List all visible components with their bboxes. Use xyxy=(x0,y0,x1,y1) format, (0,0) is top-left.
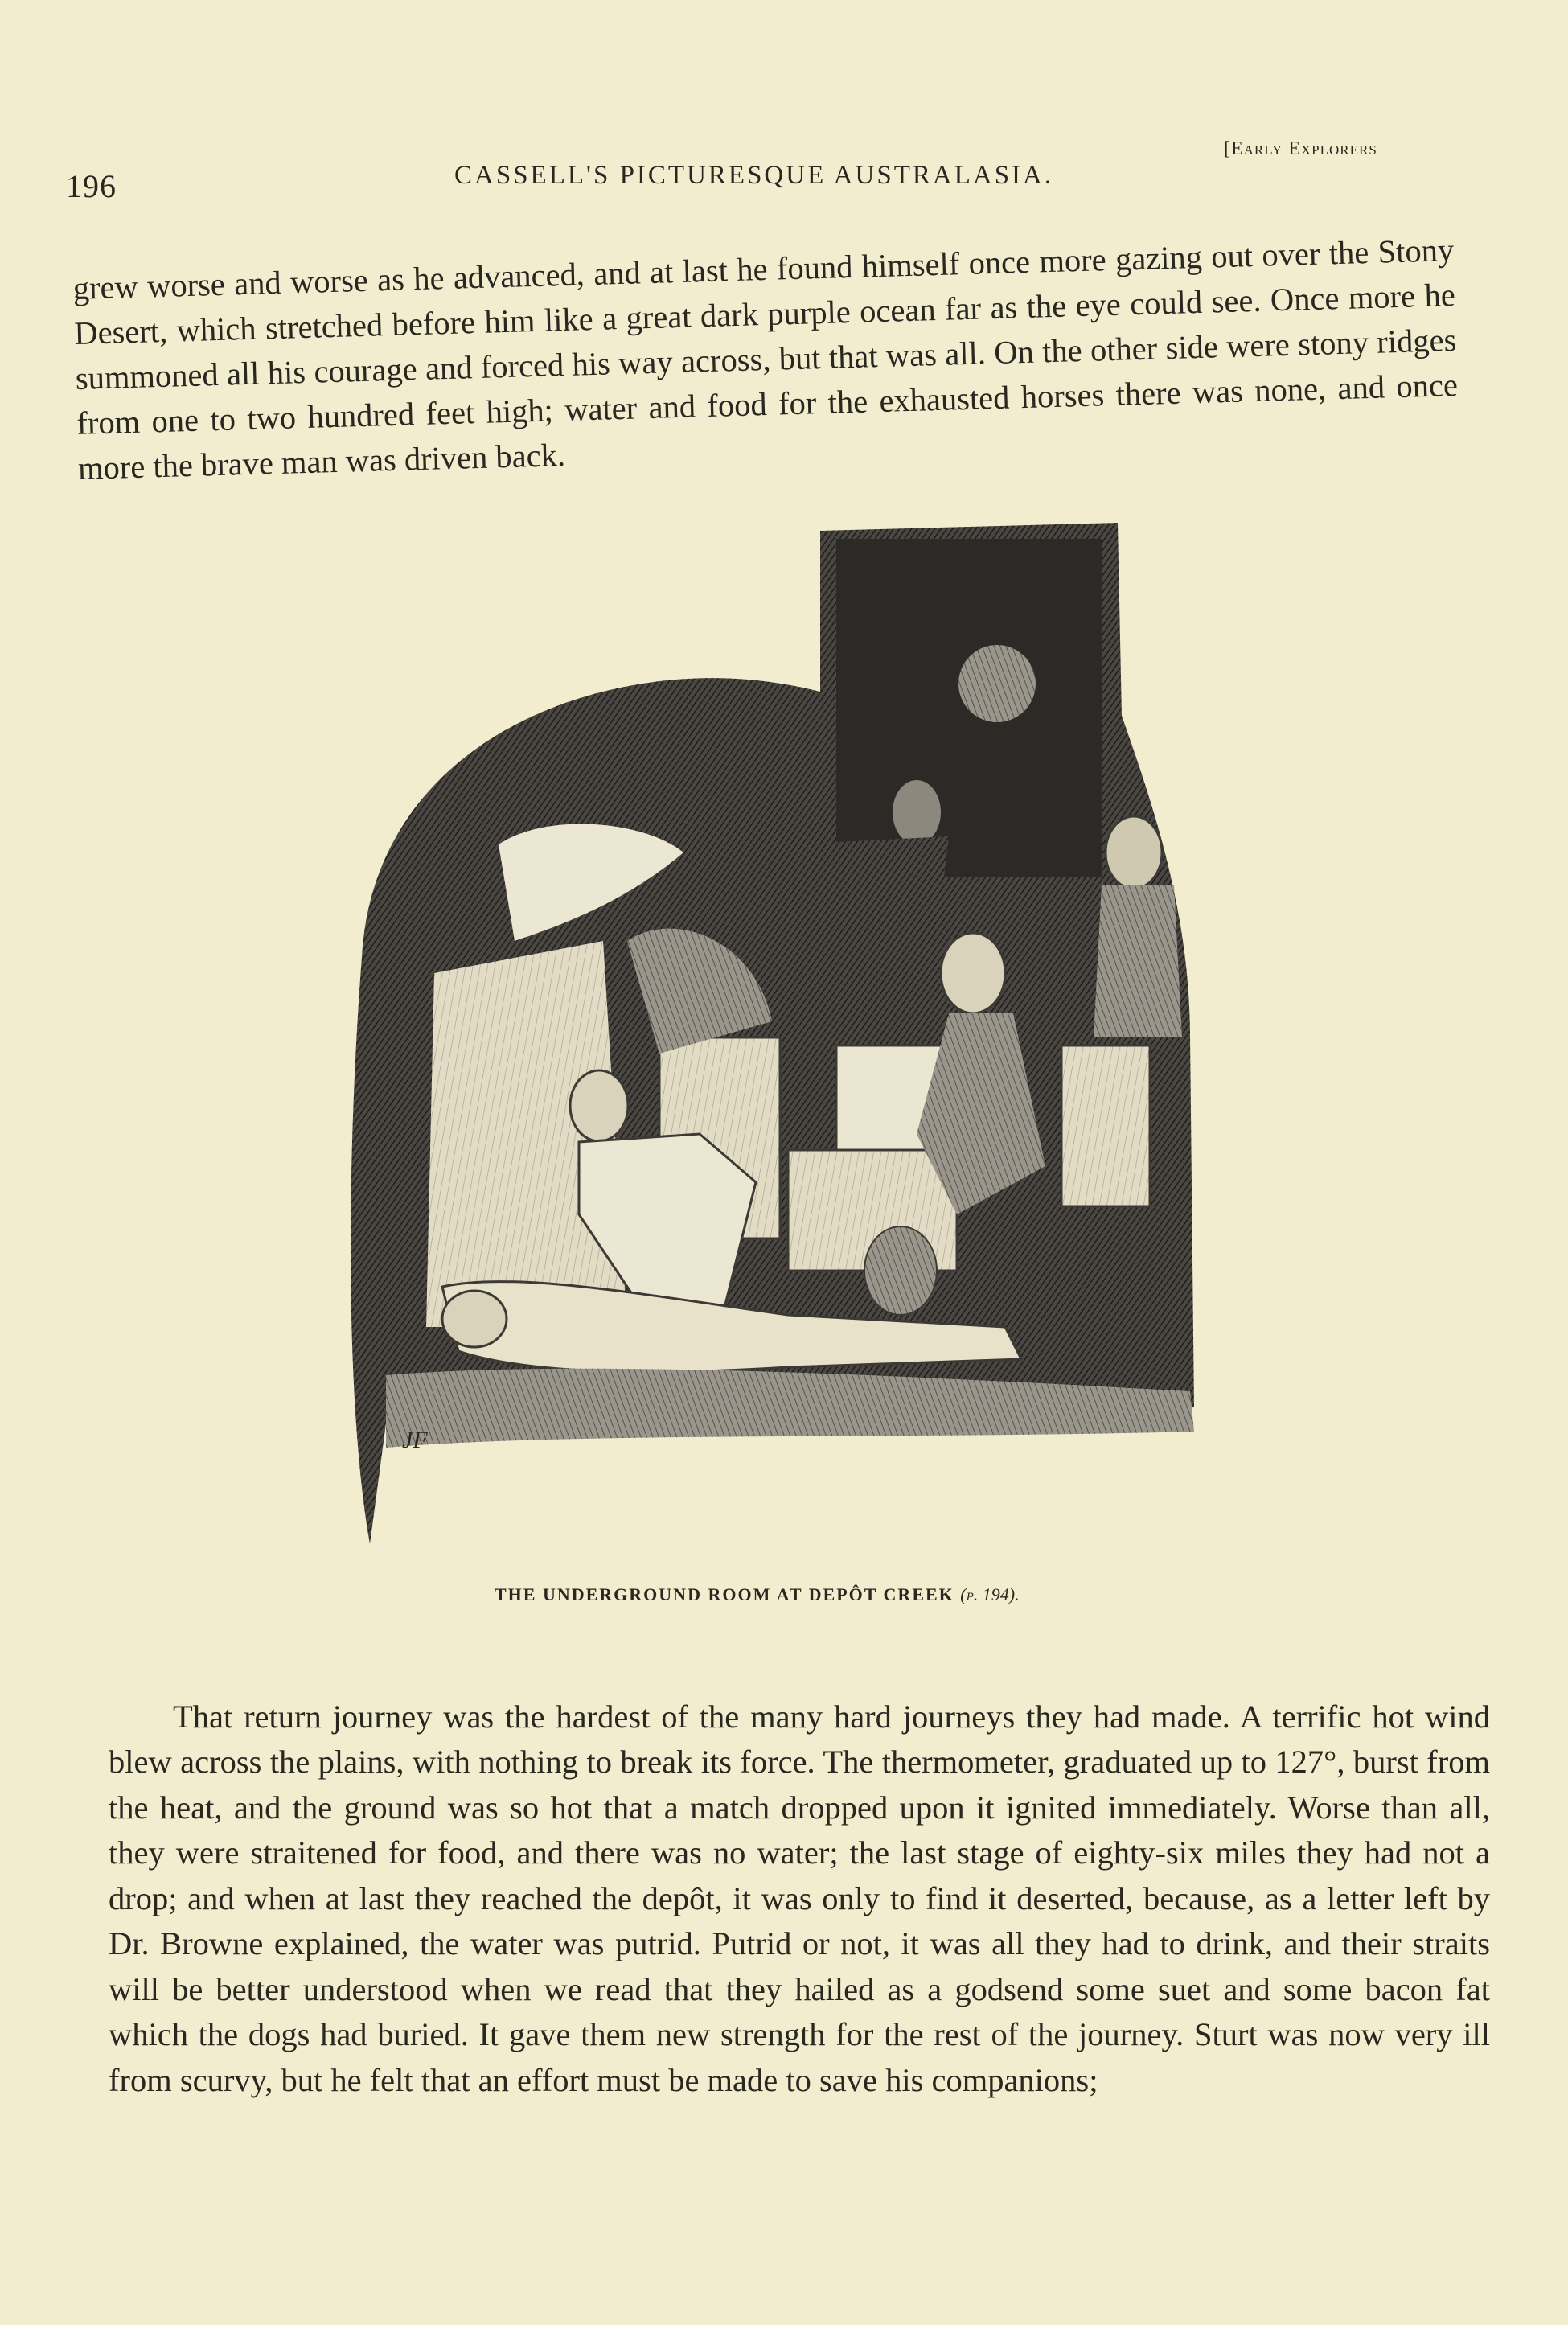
section-mark: [Early Explorers xyxy=(1224,138,1377,159)
pipe-smoker-head xyxy=(1106,816,1162,889)
shadow-figure-head xyxy=(893,780,941,844)
crate-right xyxy=(1061,1045,1150,1206)
paragraph-2: That return journey was the hardest of the many hard journeys they had made. A terrific hot wind blew across the plains, with nothing to break its force. The thermometer, graduated up to 127°, burst from the heat, and the ground was so hot that a match dropped upon it ignited immediately. Worse than all, they were straitened for food, and there was no water; the last stage of eighty-six miles they had not a drop; and when at last they reached the depôt, it was only to find it deserted, because, as a letter left by Dr. Browne explained, the water was putrid. Putrid or not, it was all they had to drink, and their straits will be better understood when we read that they hailed as a godsend some suet and some bacon fat which the dogs had buried. It gave them new strength for the rest of the journey. Sturt was now very ill from scurvy, but he felt that an effort must be made to save his companions; xyxy=(109,1698,1490,2098)
running-title: CASSELL'S PICTURESQUE AUSTRALASIA. xyxy=(454,161,1054,190)
underground-room-engraving xyxy=(338,523,1206,1592)
pipe-smoker-figure xyxy=(1094,885,1182,1037)
caption-text: THE UNDERGROUND ROOM AT DEPÔT CREEK xyxy=(495,1584,954,1604)
kneeling-man-head xyxy=(570,1070,628,1141)
water-jug xyxy=(864,1226,937,1315)
wall-lamp xyxy=(958,645,1036,722)
artist-monogram: JF xyxy=(402,1427,428,1453)
engraving-illustration xyxy=(338,523,1206,1592)
figure-caption xyxy=(495,1584,1020,1605)
writer-head xyxy=(941,933,1005,1013)
paragraph-1: grew worse and worse as he advanced, and at last he found himself once more gazing out over the Stony Desert, which stretched before him like a great dark purple ocean far as the eye could see. Once more he summoned all his courage and forced his way across, but that was all. On the other side were stony ridges from one to two hundred feet high; water and food for the exhausted horses there was none, and once more the brave man was driven back. xyxy=(72,231,1459,487)
reclining-man-head xyxy=(442,1291,507,1347)
caption-page-reference: (p. 194). xyxy=(960,1584,1020,1604)
page-number: 196 xyxy=(66,168,117,204)
